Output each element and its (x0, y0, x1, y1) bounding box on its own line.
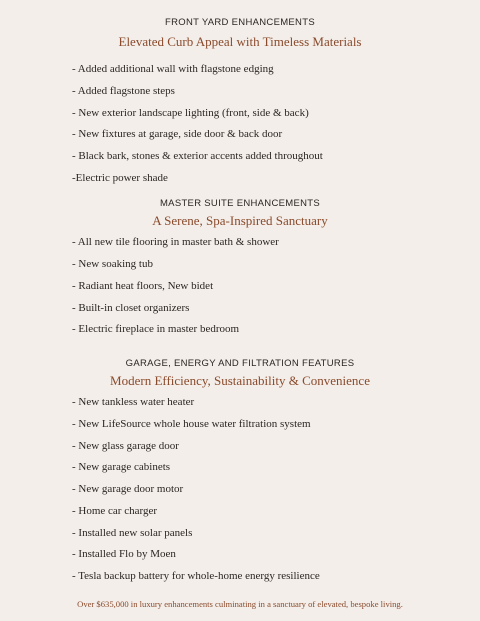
footer-tagline: Over $635,000 in luxury enhancements culminating in a sanctuary of elevated, bespoke living. (77, 599, 403, 609)
section-eyebrow-front-yard: FRONT YARD ENHANCEMENTS (165, 17, 315, 28)
list-item: - Black bark, stones & exterior accents added throughout (72, 150, 323, 162)
list-item: - Built-in closet organizers (72, 302, 190, 314)
list-item: -Electric power shade (72, 172, 168, 184)
list-item: - New garage cabinets (72, 461, 171, 473)
section-heading-front-yard: Elevated Curb Appeal with Timeless Materials (118, 34, 362, 49)
list-item: - New glass garage door (72, 440, 179, 452)
list-item: - Radiant heat floors, New bidet (72, 280, 214, 292)
section-heading-garage-energy: Modern Efficiency, Sustainability & Convenience (110, 373, 370, 388)
list-item: - New LifeSource whole house water filtration system (72, 418, 311, 430)
list-item: - Tesla backup battery for whole-home energy resilience (72, 570, 320, 582)
list-item: - Added flagstone steps (72, 85, 175, 97)
section-eyebrow-garage-energy: GARAGE, ENERGY AND FILTRATION FEATURES (125, 358, 355, 369)
list-item: - All new tile flooring in master bath & shower (72, 236, 279, 248)
section-heading-master-suite: A Serene, Spa-Inspired Sanctuary (152, 213, 328, 228)
list-item: - Installed new solar panels (72, 527, 193, 539)
list-item: - New soaking tub (72, 258, 153, 270)
list-item: - Home car charger (72, 505, 157, 517)
list-item: - New tankless water heater (72, 396, 195, 408)
list-item: - Installed Flo by Moen (72, 548, 176, 560)
list-item: - New garage door motor (72, 483, 184, 495)
list-item: - Added additional wall with flagstone edging (72, 63, 274, 75)
list-item: - New fixtures at garage, side door & back door (72, 128, 283, 140)
section-eyebrow-master-suite: MASTER SUITE ENHANCEMENTS (159, 198, 321, 209)
list-item: - Electric fireplace in master bedroom (72, 323, 240, 335)
list-item: - New exterior landscape lighting (front, side & back) (72, 107, 309, 119)
